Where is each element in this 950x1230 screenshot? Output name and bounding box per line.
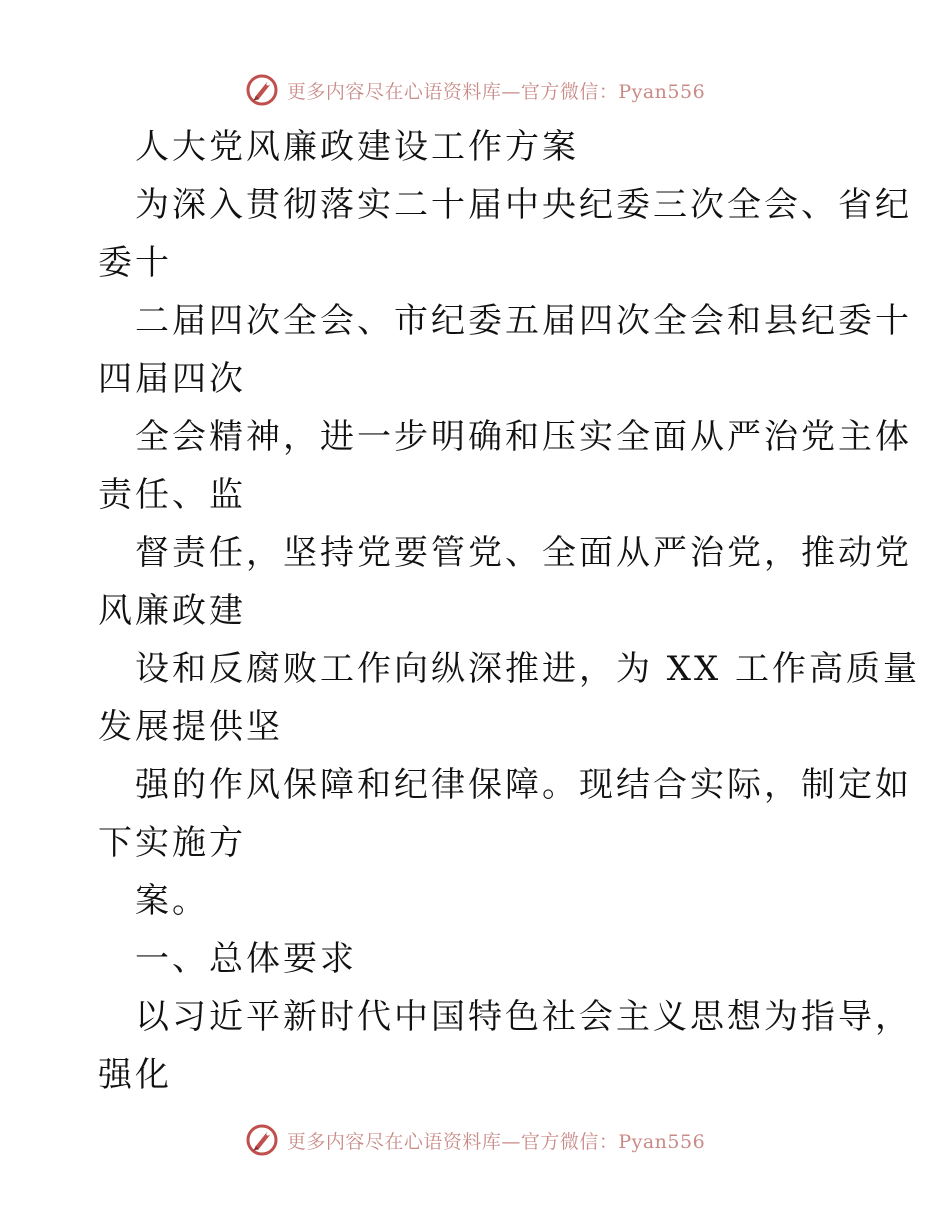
body-line: 四届四次	[98, 359, 246, 399]
body-line: 风廉政建	[98, 591, 246, 631]
pen-nib-logo-icon	[245, 1123, 279, 1157]
document-title: 人大党风廉政建设工作方案	[135, 127, 579, 167]
watermark-text: 更多内容尽在心语资料库—官方微信：Pyan556	[286, 80, 706, 103]
body-line: 全会精神，进一步明确和压实全面从严治党主体	[135, 417, 912, 457]
header-watermark	[0, 70, 950, 110]
body-line: 委十	[98, 243, 172, 283]
body-line: 发展提供坚	[98, 707, 283, 747]
body-line: 强的作风保障和纪律保障。现结合实际，制定如	[135, 765, 912, 805]
body-line: 督责任，坚持党要管党、全面从严治党，推动党	[135, 533, 912, 573]
body-line: 二届四次全会、市纪委五届四次全会和县纪委十	[135, 301, 912, 341]
footer-watermark	[0, 1120, 950, 1160]
body-line: 强化	[98, 1055, 172, 1095]
pen-nib-logo-icon	[245, 73, 279, 107]
section-heading: 一、总体要求	[135, 939, 357, 979]
body-line: 案。	[135, 881, 209, 921]
body-line: 责任、监	[98, 475, 246, 515]
body-line: 设和反腐败工作向纵深推进，为 XX 工作高质量	[135, 649, 921, 689]
watermark-text: 更多内容尽在心语资料库—官方微信：Pyan556	[286, 1130, 706, 1153]
body-line: 以习近平新时代中国特色社会主义思想为指导，	[135, 997, 912, 1037]
body-line: 下实施方	[98, 823, 246, 863]
document-body	[98, 118, 921, 1104]
body-line: 为深入贯彻落实二十届中央纪委三次全会、省纪	[135, 185, 912, 225]
